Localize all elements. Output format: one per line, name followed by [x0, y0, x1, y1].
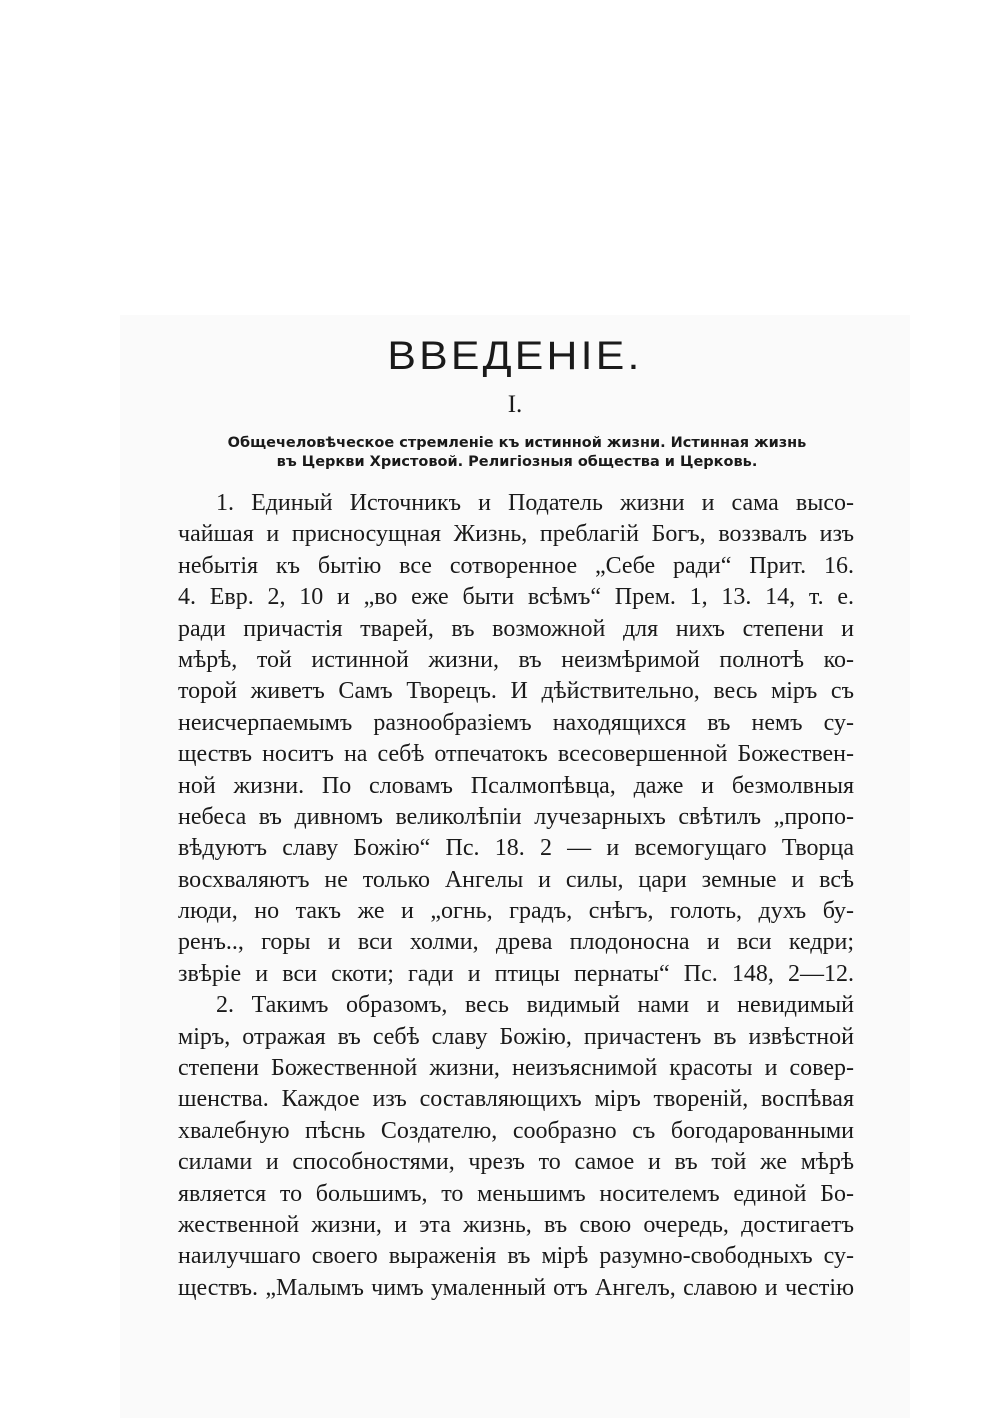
text-line: 2. Такимъ образомъ, весь видимый нами и невидимый	[216, 992, 854, 1019]
text-line: ренъ.., горы и вси холми, древа плодоносна и вси кедри;	[178, 929, 854, 956]
page-title: ВВЕДЕНІЕ.	[387, 334, 643, 378]
body-text	[178, 488, 854, 1304]
text-line: ществъ носитъ на себѣ отпечатокъ всесовершенной Божествен-	[178, 741, 854, 768]
summary-line: Общечеловѣческое стремленіе къ истинной жизни. Истинная жизнь	[227, 435, 807, 451]
text-line: восхваляютъ не только Ангелы и силы, цари земные и всѣ	[178, 866, 854, 893]
text-line: 1. Единый Источникъ и Податель жизни и сама высо-	[216, 490, 854, 516]
text-line: торой живетъ Самъ Творецъ. И дѣйствительно, весь міръ съ	[178, 678, 854, 705]
text-line: міръ, отражая въ себѣ славу Божію, причастенъ въ извѣстной	[178, 1023, 854, 1050]
text-line: шенства. Каждое изъ составляющихъ міръ твореній, воспѣвая	[178, 1086, 854, 1113]
text-line: ществъ. „Малымъ чимъ умаленный отъ Ангелъ, славою и честію	[178, 1274, 854, 1301]
text-line: небеса въ дивномъ великолѣпіи лучезарныхъ свѣтилъ „пропо-	[178, 803, 854, 830]
paragraph-1	[178, 488, 854, 990]
text-line: люди, но такъ же и „огнь, градъ, снѣгъ, голоть, духъ бу-	[178, 898, 854, 925]
section-summary	[176, 434, 858, 472]
text-line: неисчерпаемымъ разнообразіемъ находящихся въ немъ су-	[178, 709, 854, 736]
text-line: степени Божественной жизни, неизъяснимой красоты и совер-	[178, 1055, 854, 1082]
summary-line: въ Церкви Христовой. Религіозныя общества и Церковь.	[276, 454, 758, 470]
text-line: является то большимъ, то меньшимъ носителемъ единой Бо-	[178, 1180, 854, 1207]
section-number: I.	[507, 391, 523, 418]
text-line: ной жизни. По словамъ Псалмопѣвца, даже и безмолвныя	[178, 772, 854, 799]
text-line: наилучшаго своего выраженія въ мірѣ разумно-свободныхъ су-	[178, 1243, 854, 1270]
text-line: жественной жизни, и эта жизнь, въ свою очередь, достигаетъ	[178, 1211, 854, 1238]
text-line: 4. Евр. 2, 10 и „во еже быти всѣмъ“ Прем. 1, 13. 14, т. е.	[178, 584, 854, 611]
text-line: небытія къ бытію все сотворенное „Себе ради“ Прит. 16.	[178, 552, 854, 579]
text-line: звѣріе и вси скоти; гади и птицы пернаты“ Пс. 148, 2—12.	[178, 960, 854, 987]
text-line: чайшая и присносущная Жизнь, преблагій Богъ, воззвалъ изъ	[178, 521, 854, 548]
text-line: силами и способностями, чрезъ то самое и въ той же мѣрѣ	[178, 1149, 854, 1176]
text-line: хвалебную пѣснь Создателю, сообразно съ богодарованными	[178, 1117, 854, 1144]
text-line: мѣрѣ, той истинной жизни, въ неизмѣримой полнотѣ ко-	[178, 646, 854, 673]
text-line: ради причастія тварей, въ возможной для нихъ степени и	[178, 615, 854, 642]
text-line: вѣдуютъ славу Божію“ Пс. 18. 2 — и всемогущаго Творца	[178, 835, 854, 862]
paragraph-2	[178, 990, 854, 1304]
